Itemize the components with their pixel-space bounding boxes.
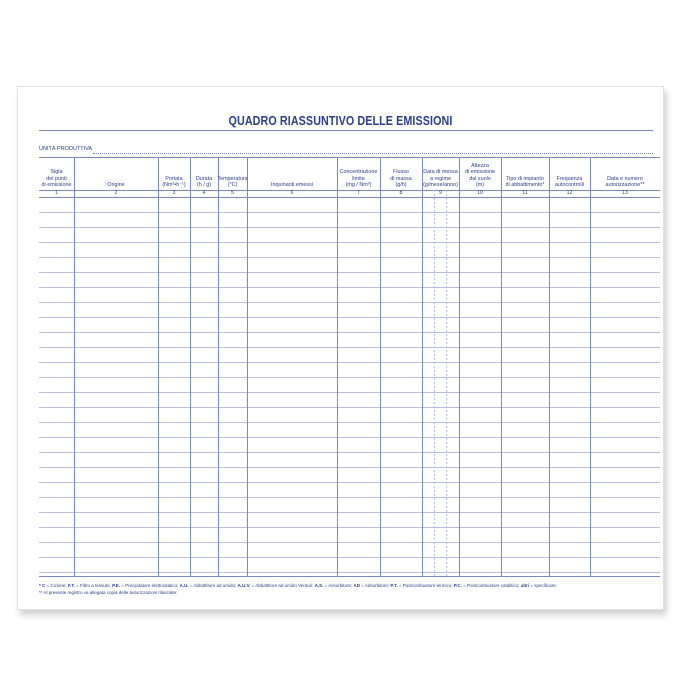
column-header-12: Frequenza autocontrolli — [554, 175, 585, 188]
column-number-10: 10 — [477, 190, 483, 196]
column-number-4: 4 — [202, 190, 206, 196]
column-header-8: Flusso di massa (g/h) — [390, 169, 412, 188]
column-header-10: Altezza di emissione dal suolo (m) — [465, 163, 495, 188]
title-divider — [39, 130, 653, 131]
column-header-6: Inquinanti emessi — [271, 181, 313, 188]
column-header-11: Tipo di impianto di abbattimento* — [505, 175, 545, 188]
footnote-abatement-types: * C = Ciclone; F.T. = Filtro a tessuto; P.E. = Precipitatore elettrostatico; A.U. = Abbattitore ad umido; A.U.V. = Abbattitore ad umido Venturi; A.S. = Assorbitore; AD = Adsorbitore; P.T. = Postcombustore termico; P.C. = Postcombustore catalitico; altri = specificare. — [39, 583, 557, 588]
unit-label: UNITÀ PRODUTTIVA — [39, 146, 93, 152]
table-grid-lines — [39, 157, 660, 577]
column-number-13: 13 — [622, 190, 628, 196]
column-header-5: Temperatura (°C) — [217, 175, 248, 188]
column-header-7: Concentrazione limite (mg / Nm³) — [339, 169, 378, 188]
column-header-9: Data di messa a regime (g/mese/anno) — [423, 169, 458, 188]
column-number-1: 1 — [55, 190, 58, 196]
column-number-11: 11 — [522, 190, 528, 196]
column-number-8: 8 — [399, 190, 403, 196]
footnote-authorizations: ** Al presente registro va allegata copia delle autorizzazioni rilasciate. — [39, 590, 178, 595]
column-header-3: Portata (Nm³•h⁻¹) — [162, 175, 186, 188]
page-title: QUADRO RIASSUNTIVO DELLE EMISSIONI — [228, 114, 453, 128]
column-header-13: Data e numero autorizzazione** — [605, 175, 645, 188]
column-header-4: Durata (h / g) — [195, 175, 213, 188]
column-number-2: 2 — [114, 190, 118, 196]
column-number-5: 5 — [231, 190, 234, 196]
register-sheet — [17, 86, 664, 610]
column-number-12: 12 — [566, 190, 573, 196]
column-number-7: 7 — [357, 190, 360, 196]
column-number-9: 9 — [439, 190, 442, 196]
column-header-1: Sigla dei punti di emissione — [41, 169, 72, 188]
unit-fill-line[interactable] — [93, 153, 653, 154]
column-number-3: 3 — [172, 190, 176, 196]
emissions-table — [39, 157, 660, 577]
column-header-2: Origine — [107, 181, 125, 188]
column-number-6: 6 — [290, 190, 294, 196]
